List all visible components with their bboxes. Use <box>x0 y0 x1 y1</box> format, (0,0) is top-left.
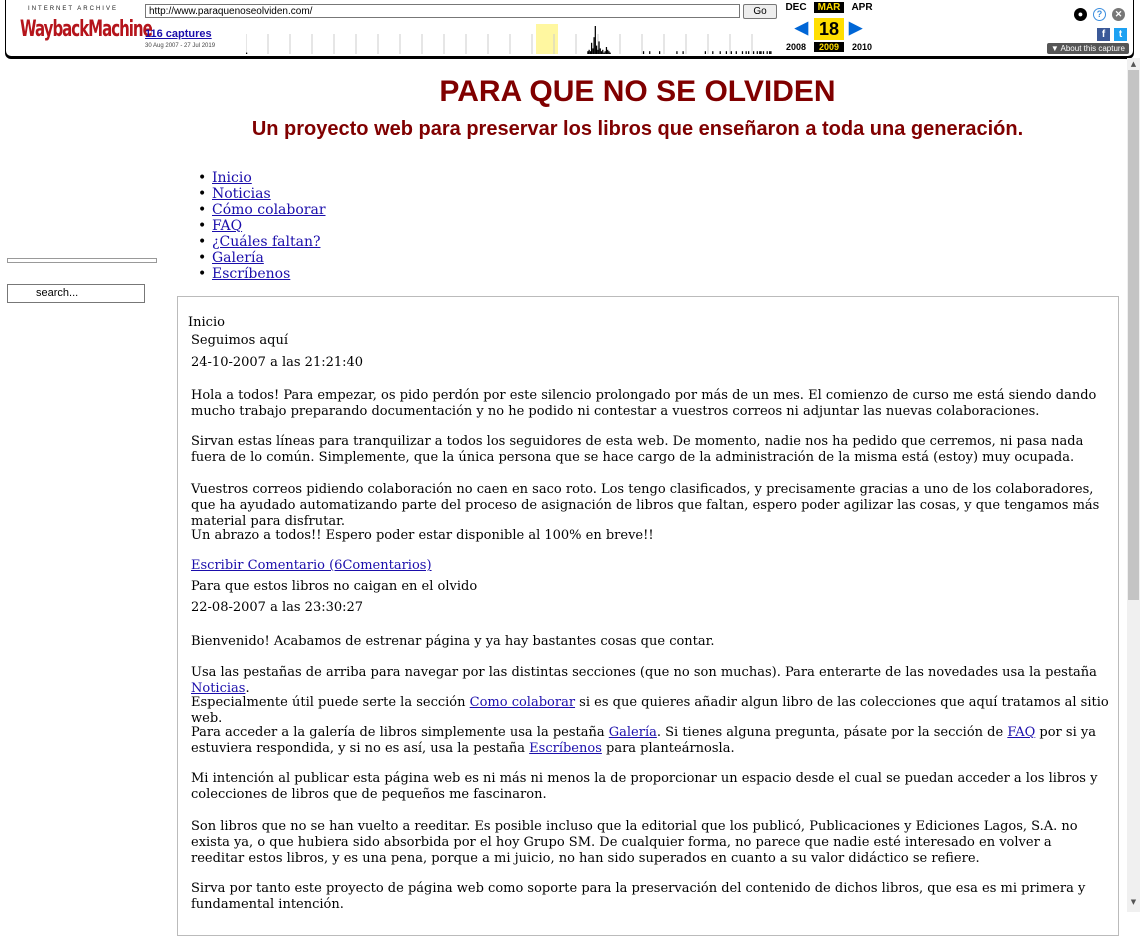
sparkline-bar <box>760 51 761 54</box>
nav-item-inicio <box>196 170 326 186</box>
nav-link-noticias[interactable]: Noticias <box>212 186 271 202</box>
sparkline-bar <box>726 51 727 54</box>
next-capture-arrow-icon[interactable]: ▶ <box>849 18 863 37</box>
sparkline-bar <box>592 48 593 54</box>
nav-item-faq <box>196 218 326 234</box>
about-capture-button[interactable]: ▼ About this capture <box>1047 43 1129 54</box>
sparkline-bar <box>736 51 737 54</box>
toolbar-icons <box>1068 4 1125 22</box>
nav-item-como-colaborar <box>196 202 326 218</box>
sparkline-bar <box>705 51 706 54</box>
close-icon[interactable]: ✕ <box>1112 8 1125 21</box>
nav-link-galeria[interactable]: Galería <box>212 250 264 266</box>
sparkline-bar <box>595 26 596 54</box>
text: . Si tienes alguna pregunta, pásate por la sección de <box>656 725 1008 740</box>
scroll-up-icon[interactable]: ▲ <box>1130 60 1137 68</box>
sparkline-bar <box>770 51 771 54</box>
post-title: Seguimos aquí <box>191 333 289 348</box>
main-nav <box>196 170 326 282</box>
post-paragraph: Son libros que no se han vuelto a reeditar. Es posible incluso que la editorial que los publicó, Publicaciones y Ediciones Lagos, S.A. no exista ya, o que hubiera sido absorbida por el hoy Grupo SM. De cualquier forma, no parece que nadie esté interesado en volver a reeditar estos libros, y es una pena, porque a mi juicio, no han sido superados en cuanto a su valor didáctico se refiere. <box>191 819 1078 866</box>
post-paragraph: Sirva por tanto este proyecto de página web como soporte para la preservación del contenido de dichos libros, que esa es mi primera y fundamental intención. <box>191 881 1086 912</box>
nav-item-galeria <box>196 250 326 266</box>
text: . <box>245 681 250 696</box>
sparkline-bar <box>676 51 677 54</box>
wayback-toolbar <box>5 0 1134 57</box>
text: Para acceder a la galería de libros simplemente usa la pestaña <box>191 725 609 740</box>
faq-link[interactable]: FAQ <box>1007 725 1036 740</box>
calendar-nav <box>781 0 877 56</box>
post-title: Para que estos libros no caigan en el olvido <box>191 579 478 594</box>
sparkline-bar <box>596 46 597 54</box>
sparkline-bar <box>606 47 607 54</box>
post-paragraph: Un abrazo a todos!! Espero poder estar disponible al 100% en breve!! <box>191 528 654 543</box>
current-month: MAR <box>814 2 844 13</box>
text: para planteárnosla. <box>601 741 735 756</box>
nav-link-cuales-faltan[interactable]: ¿Cuáles faltan? <box>212 234 321 250</box>
sparkline-bar <box>763 51 764 54</box>
post-paragraph <box>191 665 1109 697</box>
nav-item-noticias <box>196 186 326 202</box>
prev-capture-arrow-icon[interactable]: ◀ <box>795 18 809 37</box>
sparkline-bar <box>590 51 591 54</box>
sidebar-divider <box>7 258 157 263</box>
prev-year[interactable]: 2008 <box>785 42 807 52</box>
scroll-down-icon[interactable]: ▼ <box>1130 898 1137 906</box>
post-date: 24-10-2007 a las 21:21:40 <box>191 355 364 370</box>
help-icon[interactable]: ? <box>1093 8 1106 21</box>
url-input[interactable]: http://www.paraquenoseolviden.com/ <box>145 4 740 18</box>
about-capture-label: About this capture <box>1060 44 1125 53</box>
twitter-icon[interactable]: t <box>1114 28 1127 41</box>
post-paragraph: Mi intención al publicar esta página web es ni más ni menos la de proporcionar un espacio desde el cual se puedan acceder a los libros y colecciones de libros que de pequeños me fascinaron. <box>191 771 1098 802</box>
sparkline-bar <box>767 51 768 54</box>
noticias-link[interactable]: Noticias <box>191 681 246 696</box>
facebook-icon[interactable]: f <box>1097 28 1110 41</box>
sparkline-bar <box>607 50 608 54</box>
logo-top-text: INTERNET ARCHIVE <box>28 6 118 12</box>
sparkline-bar <box>602 50 603 54</box>
comment-link-wrap <box>191 558 1109 574</box>
share-icons <box>1093 24 1127 42</box>
sparkline-bar <box>605 51 606 54</box>
nav-item-cuales-faltan <box>196 234 326 250</box>
text: Usa las pestañas de arriba para navegar por las distintas secciones (que no son muchas). Para enterarte de las novedades usa la pestaña <box>191 665 1097 680</box>
nav-link-inicio[interactable]: Inicio <box>212 170 252 186</box>
sparkline-bar <box>587 51 588 54</box>
post-paragraph: Vuestros correos pidiendo colaboración no caen en saco roto. Los tengo clasificados, y precisamente gracias a uno de los colaboradores, que ha ayudado automatizando parte del proceso de asignación de libros que faltan, espero poder agilizar las cosas, y que tengamos más material para disfrutar. <box>191 482 1100 529</box>
sparkline-bar <box>643 51 644 54</box>
sparkline-bar <box>593 37 594 54</box>
current-year: 2009 <box>814 42 844 52</box>
current-day: 18 <box>814 18 844 40</box>
sparkline-bar <box>753 51 754 54</box>
breadcrumb: Inicio <box>188 315 225 330</box>
content-box <box>177 296 1119 936</box>
prev-month[interactable]: DEC <box>785 2 807 13</box>
sparkline-bar <box>683 51 684 54</box>
post-paragraph: Bienvenido! Acabamos de estrenar página y ya hay bastantes cosas que contar. <box>191 634 715 649</box>
sparkline-bar <box>610 53 611 54</box>
sparkline-bar <box>246 53 247 54</box>
sparkline-bar <box>746 51 747 54</box>
sparkline-bar <box>659 51 660 54</box>
capture-sparkline[interactable] <box>246 24 774 54</box>
post-paragraph <box>191 695 1109 727</box>
sparkline-bar <box>769 51 770 54</box>
post-paragraph <box>191 725 1109 757</box>
sparkline-bar <box>600 48 601 54</box>
logo-main-text: WaybackMachine <box>20 15 152 42</box>
sparkline-bar <box>712 51 713 54</box>
next-year[interactable]: 2010 <box>851 42 873 52</box>
nav-link-faq[interactable]: FAQ <box>212 218 243 234</box>
post-date: 22-08-2007 a las 23:30:27 <box>191 600 364 615</box>
sparkline-bar <box>720 51 721 54</box>
sparkline-bar <box>748 51 749 54</box>
comment-link[interactable]: Escribir Comentario (6Comentarios) <box>191 558 432 573</box>
capture-date-range: 30 Aug 2007 - 27 Jul 2019 <box>145 43 216 49</box>
sparkline-bar <box>649 51 650 54</box>
text: Especialmente útil puede serte la sección <box>191 695 470 710</box>
como-colaborar-link[interactable]: Como colaborar <box>469 695 576 710</box>
galeria-link[interactable]: Galería <box>608 725 657 740</box>
scrollbar-thumb[interactable] <box>1128 70 1139 600</box>
nav-link-escribenos[interactable]: Escríbenos <box>212 266 291 282</box>
sparkline-bar <box>603 53 604 54</box>
search-input[interactable]: search... <box>7 284 145 303</box>
sparkline-grid <box>246 34 752 54</box>
nav-item-escribenos <box>196 266 326 282</box>
nav-link-como-colaborar[interactable]: Cómo colaborar <box>212 202 326 218</box>
post-paragraph: Hola a todos! Para empezar, os pido perdón por este silencio prolongado por más de un mes. El comienzo de curso me está siendo dando mucho trabajo preparando documentación y no he podido ni contestar a vuestros correos ni adjuntar las nuevas colaboraciones. <box>191 388 1097 419</box>
post-paragraph: Sirvan estas líneas para tranquilizar a todos los seguidores de esta web. De momento, nadie nos ha pedido que cerremos, ni pasa nada fuera de lo común. Simplemente, que la única persona que se hace cargo de la administración de la misma está (estoy) muy ocupada. <box>191 434 1084 465</box>
sparkline-bar <box>742 51 743 54</box>
sparkline-bar <box>597 50 598 54</box>
sparkline-bar <box>759 51 760 54</box>
sparkline-bar <box>598 41 599 54</box>
sparkline-bar <box>601 51 602 54</box>
next-month[interactable]: APR <box>851 2 873 13</box>
escribenos-link[interactable]: Escríbenos <box>529 741 602 756</box>
text: por si ya estuviera respondida, y si no es así, usa la pestaña <box>191 725 1096 756</box>
site-title: PARA QUE NO SE OLVIDEN <box>439 75 836 108</box>
sparkline-bar <box>591 43 592 54</box>
sparkline-bar <box>608 51 609 54</box>
captures-link[interactable]: 116 captures <box>145 28 212 40</box>
user-icon[interactable]: ● <box>1074 8 1087 21</box>
site-subtitle: Un proyecto web para preservar los libros que enseñaron a toda una generación. <box>251 118 1024 140</box>
sparkline-bar <box>757 51 758 54</box>
sparkline-bar <box>589 50 590 54</box>
wayback-logo[interactable] <box>20 6 152 46</box>
sparkline-bars <box>246 26 772 54</box>
text: si es que quieres añadir algun libro de las colecciones que aquí tratamos al sitio web. <box>191 695 1109 726</box>
sparkline-bar <box>731 51 732 54</box>
current-year-highlight <box>536 24 558 54</box>
go-button[interactable]: Go <box>743 4 777 19</box>
